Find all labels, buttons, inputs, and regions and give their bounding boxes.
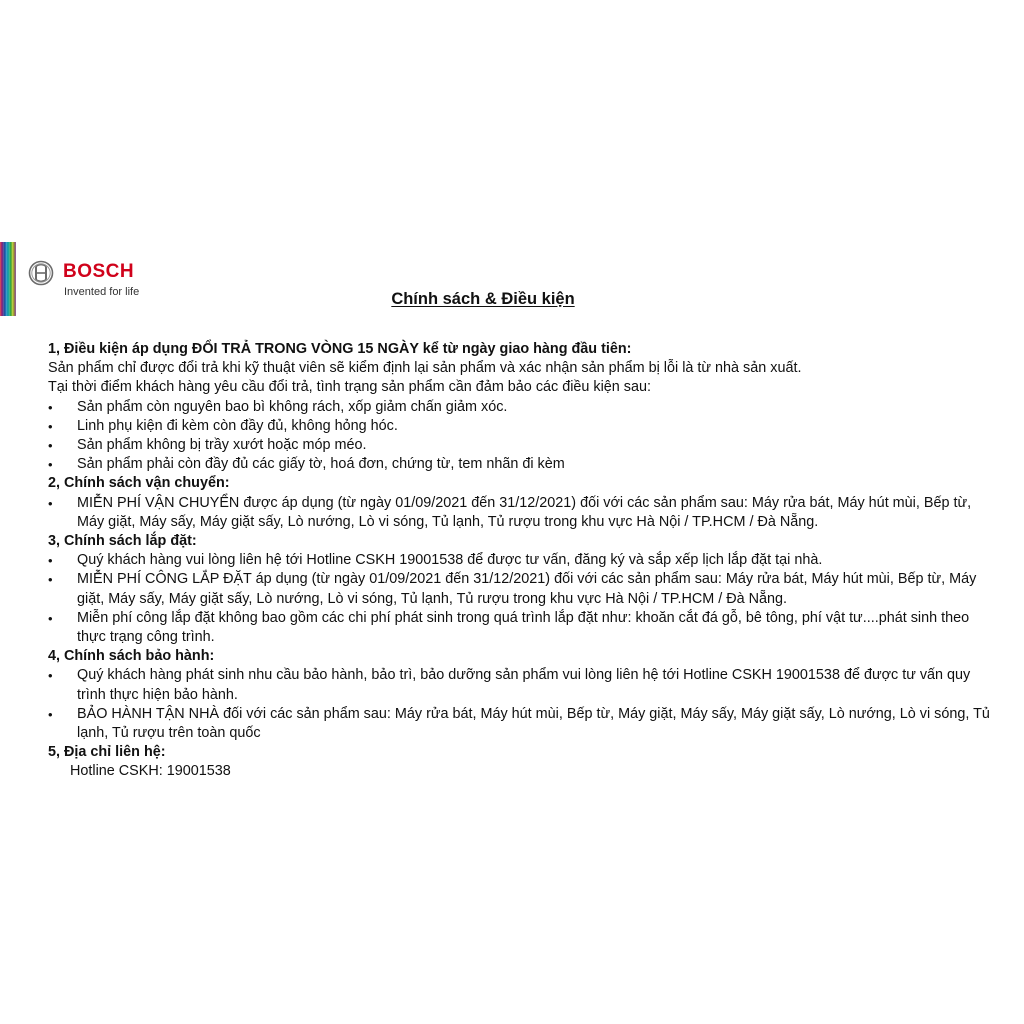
- list-item: • Sản phẩm còn nguyên bao bì không rách, xốp giảm chấn giảm xóc.: [48, 398, 998, 417]
- section-warranty-list: [48, 666, 998, 743]
- section-contact-heading: 5, Địa chỉ liên hệ:: [48, 744, 166, 761]
- section-return-para-2: Tại thời điểm khách hàng yêu cầu đổi trả, tình trạng sản phẩm cần đảm bảo các điều kiện sau:: [48, 379, 652, 396]
- section-return-heading: 1, Điều kiện áp dụng ĐỔI TRẢ TRONG VÒNG 15 NGÀY kể từ ngày giao hàng đầu tiên:: [48, 341, 632, 357]
- section-return-para-1: Sản phẩm chỉ được đổi trả khi kỹ thuật viên sẽ kiểm định lại sản phẩm và xác nhận sản phẩm bị lỗi là từ nhà sản xuất.: [48, 360, 802, 377]
- list-item: • BẢO HÀNH TẬN NHÀ đối với các sản phẩm sau: Máy rửa bát, Máy hút mùi, Bếp từ, Máy giặt, Máy sấy, Máy giặt sấy, Lò nướng, Lò vi sóng, Tủ lạnh, Tủ rượu trên toàn quốc: [48, 705, 998, 743]
- section-shipping-list: [48, 494, 998, 532]
- list-item: • Linh phụ kiện đi kèm còn đầy đủ, không hỏng hóc.: [48, 417, 998, 436]
- section-shipping-heading: 2, Chính sách vận chuyển:: [48, 475, 230, 492]
- brand-tagline: Invented for life: [64, 286, 140, 298]
- brand-name: BOSCH: [63, 261, 135, 282]
- section-installation-list: [48, 551, 998, 647]
- contact-hotline: Hotline CSKH: 19001538: [70, 763, 231, 780]
- section-installation-heading: 3, Chính sách lắp đặt:: [48, 533, 197, 550]
- page-title: Chính sách & Điều kiện: [391, 290, 575, 308]
- list-item: • Quý khách hàng vui lòng liên hệ tới Hotline CSKH 19001538 để được tư vấn, đăng ký và sắp xếp lịch lắp đặt tại nhà.: [48, 551, 998, 570]
- policy-content: [48, 340, 998, 782]
- section-return-list: [48, 398, 998, 475]
- list-item: • Sản phẩm không bị trầy xướt hoặc móp méo.: [48, 436, 998, 455]
- list-item: • MIỄN PHÍ VẬN CHUYỂN được áp dụng (từ ngày 01/09/2021 đến 31/12/2021) đối với các sản phẩm sau: Máy rửa bát, Máy hút mùi, Bếp từ, Máy giặt, Máy sấy, Máy giặt sấy, Lò nướng, Lò vi sóng, Tủ lạnh, Tủ rượu trong khu vực Hà Nội / TP.HCM / Đà Nẵng.: [48, 494, 998, 532]
- bosch-armature-icon: [28, 260, 54, 286]
- list-item: • Miễn phí công lắp đặt không bao gồm các chi phí phát sinh trong quá trình lắp đặt như: khoăn cắt đá gỗ, bê tông, phí vật tư....phát sinh theo thực trạng công trình.: [48, 609, 998, 647]
- list-item: • Sản phẩm phải còn đầy đủ các giấy tờ, hoá đơn, chứng từ, tem nhãn đi kèm: [48, 455, 998, 474]
- list-item: • Quý khách hàng phát sinh nhu cầu bảo hành, bảo trì, bảo dưỡng sản phẩm vui lòng liên hệ tới Hotline CSKH 19001538 để được tư vấn quy trình thực hiện bảo hành.: [48, 666, 998, 704]
- list-item: • MIỄN PHÍ CÔNG LẮP ĐẶT áp dụng (từ ngày 01/09/2021 đến 31/12/2021) đối với các sản phẩm sau: Máy rửa bát, Máy hút mùi, Bếp từ, Máy giặt, Máy sấy, Máy giặt sấy, Lò nướng, Lò vi sóng, Tủ lạnh, Tủ rượu trong khu vực Hà Nội / TP.HCM / Đà Nẵng.: [48, 570, 998, 608]
- section-warranty-heading: 4, Chính sách bảo hành:: [48, 648, 215, 665]
